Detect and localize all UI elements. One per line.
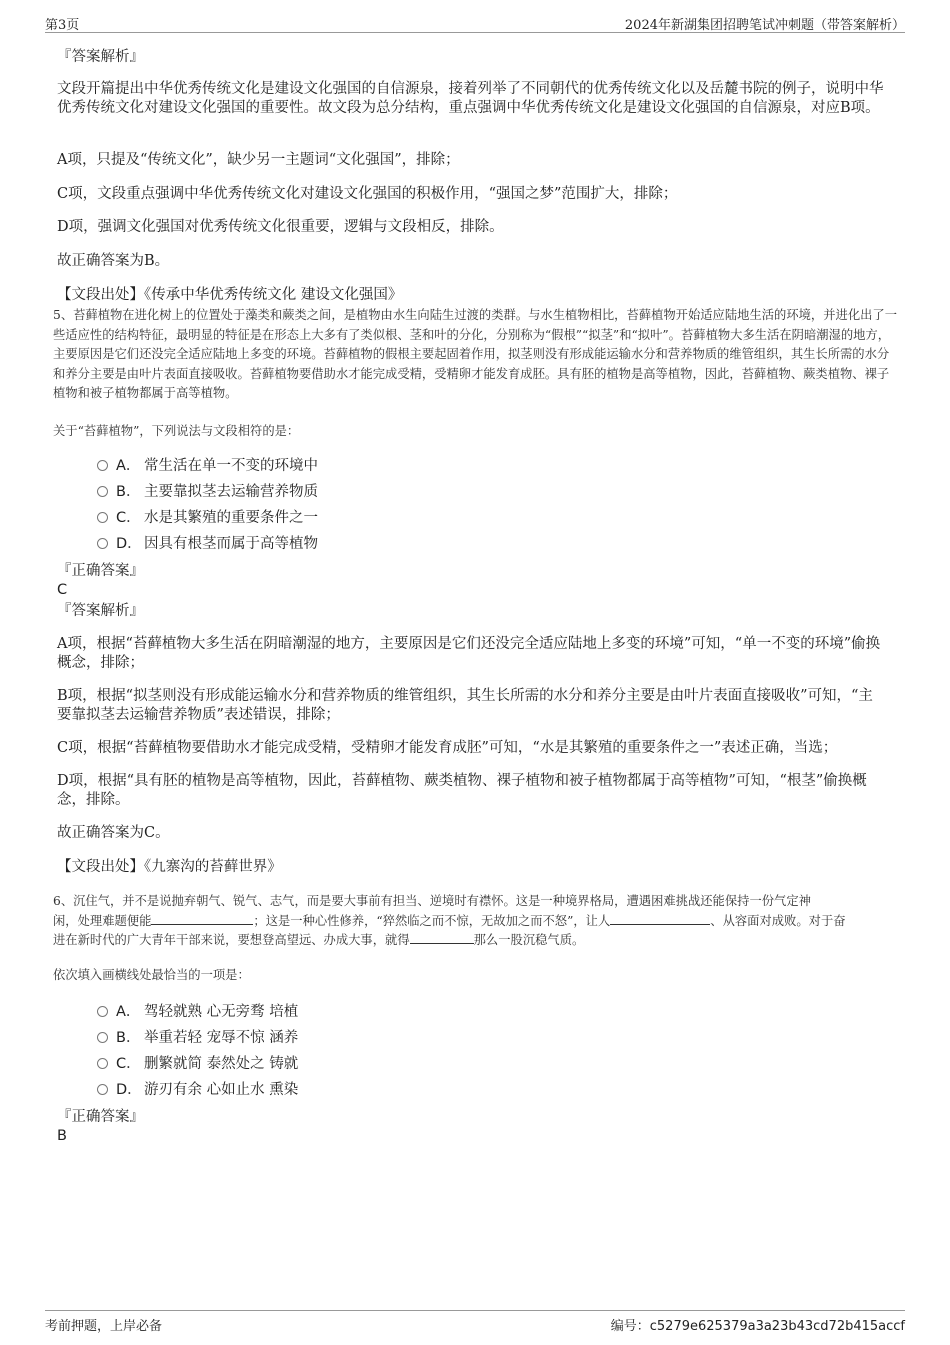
correct-answer: B bbox=[57, 1128, 67, 1144]
q5-option-d[interactable]: D． 因具有根茎而属于高等植物 bbox=[97, 534, 318, 554]
question-5-passage: 5、苔藓植物在进化树上的位置处于藻类和蕨类之间，是植物由水生向陆生过渡的类群。与水生植物相比，苔藓植物开始适应陆地生活的环境，并进化出了一些适应性的结构特征，最明显的特征是在形态上大多有了类似根、茎和叶的分化，分别称为“假根”“拟茎”和“拟叶”。苔藓植物大多生活在阴暗潮湿的地方，主要原因是它们还没完全适应陆地上多变的环境。苔藓植物的假根主要起固着作用，拟茎则没有形成能运输水分和营养物质的维管组织，其生长所需的水分和养分主要是由叶片表面直接吸收。苔藓植物要借助水才能完成受精，受精卵才能发育成胚。具有胚的植物是高等植物，因此，苔藓植物、蕨类植物、裸子植物和被子植物都属于高等植物。 bbox=[53, 308, 898, 401]
radio-icon[interactable] bbox=[97, 1032, 108, 1043]
radio-icon[interactable] bbox=[97, 1058, 108, 1069]
page-footer bbox=[45, 1310, 905, 1334]
question-6-passage: 6、沉住气，并不是说抛弃朝气、锐气、志气，而是要大事前有担当、逆境时有襟怀。这是一种境界格局，遭遇困难挑战还能保持一份气定神 闲，处理难题便能 ；这是一种心性修养，“猝然临之而不惊，无故加之而不怒”，让人 、从容面对成败。对于奋 进在新时代的广大青年干部来说，要想登高望远、办成大事，就得 那么一股沉稳气质。 bbox=[53, 894, 846, 948]
analysis-option-c: C项，根据“苔藓植物要借助水才能完成受精，受精卵才能发育成胚”可知，“水是其繁殖的重要条件之一”表述正确，当选； bbox=[57, 740, 838, 756]
question-5-prompt: 关于“苔藓植物”，下列说法与文段相符的是： bbox=[53, 424, 300, 438]
analysis-option-a: A项，只提及“传统文化”，缺少另一主题词“文化强国”，排除； bbox=[57, 152, 460, 168]
page-header bbox=[45, 14, 905, 33]
footer-slogan: 考前押题，上岸必备 bbox=[45, 1319, 163, 1334]
radio-icon[interactable] bbox=[97, 1084, 108, 1095]
conclusion: 故正确答案为B。 bbox=[57, 253, 170, 269]
analysis-option-d: D项，根据“具有胚的植物是高等植物，因此，苔藓植物、蕨类植物、裸子植物和被子植物都属于高等植物”可知，“根茎”偷换概念，排除。 bbox=[57, 773, 867, 808]
analysis-label: 『答案解析』 bbox=[57, 603, 144, 619]
radio-icon[interactable] bbox=[97, 486, 108, 497]
q6-option-b[interactable]: B． 举重若轻 宠辱不惊 涵养 bbox=[97, 1028, 298, 1048]
q6-option-a[interactable]: A． 驾轻就熟 心无旁骛 培植 bbox=[97, 1002, 298, 1022]
fill-blank-2 bbox=[610, 912, 710, 925]
analysis-option-a: A项，根据“苔藓植物大多生活在阴暗潮湿的地方，主要原因是它们还没完全适应陆地上多变的环境”可知，“单一不变的环境”偷换概念，排除； bbox=[57, 636, 881, 671]
document-title: 2024年新湖集团招聘笔试冲刺题（带答案解析） bbox=[624, 18, 905, 33]
fill-blank-1 bbox=[151, 912, 253, 925]
q6-option-d[interactable]: D． 游刃有余 心如止水 熏染 bbox=[97, 1080, 298, 1100]
radio-icon[interactable] bbox=[97, 1006, 108, 1017]
answer-label: 『正确答案』 bbox=[57, 563, 144, 579]
analysis-option-c: C项，文段重点强调中华优秀传统文化对建设文化强国的积极作用，“强国之梦”范围扩大，排除； bbox=[57, 186, 678, 202]
answer-label: 『正确答案』 bbox=[57, 1109, 144, 1125]
analysis-option-b: B项，根据“拟茎则没有形成能运输水分和营养物质的维管组织，其生长所需的水分和养分主要是由叶片表面直接吸收”可知，“主要靠拟茎去运输营养物质”表述错误，排除； bbox=[57, 688, 873, 723]
source-citation: 【文段出处】《传承中华优秀传统文化 建设文化强国》 bbox=[57, 287, 403, 303]
source-citation: 【文段出处】《九寨沟的苔藓世界》 bbox=[57, 859, 282, 875]
document-code: 编号：c5279e625379a3a23b43cd72b415accf bbox=[610, 1319, 905, 1334]
q5-option-a[interactable]: A． 常生活在单一不变的环境中 bbox=[97, 456, 318, 476]
q6-option-c[interactable]: C． 删繁就简 泰然处之 铸就 bbox=[97, 1054, 298, 1074]
fill-blank-3 bbox=[410, 931, 474, 944]
page-number: 第3页 bbox=[45, 18, 80, 33]
q5-option-b[interactable]: B． 主要靠拟茎去运输营养物质 bbox=[97, 482, 318, 502]
correct-answer: C bbox=[57, 582, 68, 598]
analysis-option-d: D项，强调文化强国对优秀传统文化很重要，逻辑与文段相反，排除。 bbox=[57, 219, 504, 235]
analysis-paragraph: 文段开篇提出中华优秀传统文化是建设文化强国的自信源泉，接着列举了不同朝代的优秀传统文化以及岳麓书院的例子，说明中华优秀传统文化对建设文化强国的重要性。故文段为总分结构，重点强调中华优秀传统文化是建设文化强国的自信源泉，对应B项。 bbox=[57, 81, 884, 116]
q5-option-c[interactable]: C． 水是其繁殖的重要条件之一 bbox=[97, 508, 318, 528]
radio-icon[interactable] bbox=[97, 460, 108, 471]
radio-icon[interactable] bbox=[97, 538, 108, 549]
analysis-label: 『答案解析』 bbox=[57, 49, 144, 65]
question-6-prompt: 依次填入画横线处最恰当的一项是： bbox=[53, 968, 250, 982]
conclusion: 故正确答案为C。 bbox=[57, 825, 170, 841]
radio-icon[interactable] bbox=[97, 512, 108, 523]
